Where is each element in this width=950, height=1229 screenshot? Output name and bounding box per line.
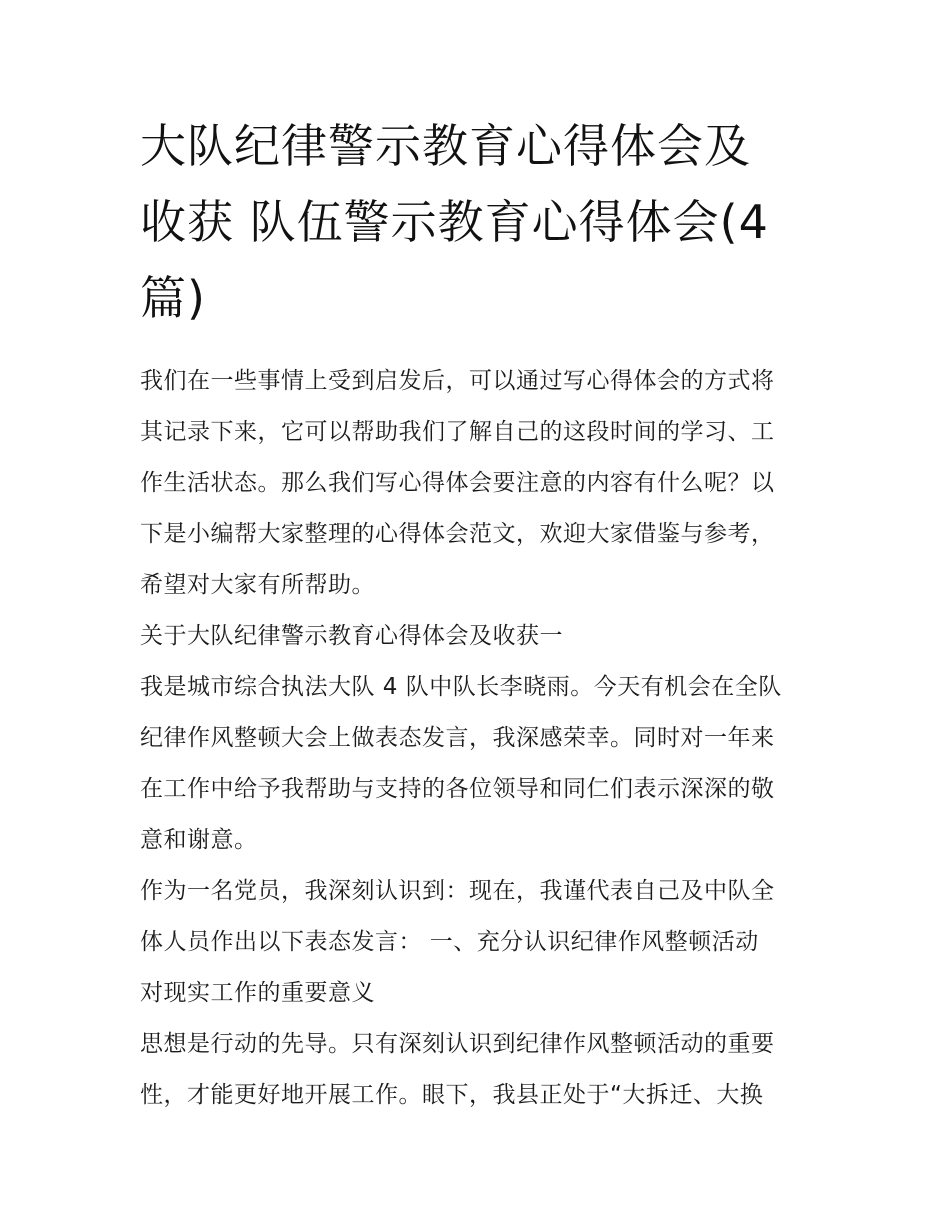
text-line: 希望对大家有所帮助。: [140, 572, 375, 598]
text-line: 我是城市综合执法大队 4 队中队长李晓雨。今天有机会在全队: [140, 674, 782, 700]
text-line: 思想是行动的先导。只有深刻认识到纪律作风整顿活动的重要: [140, 1031, 775, 1057]
title-line: 篇): [140, 271, 206, 325]
text-line: 对现实工作的重要意义: [140, 980, 375, 1006]
title-line: 大队纪律警示教育心得体会及: [140, 119, 751, 173]
document-title: [140, 108, 812, 336]
text-line: 作为一名党员，我深刻认识到：现在，我谨代表自己及中队全: [140, 878, 775, 904]
text-line: 其记录下来，它可以帮助我们了解自己的这段时间的学习、工: [140, 419, 775, 445]
text-line: 纪律作风整顿大会上做表态发言，我深感荣幸。同时对一年来: [140, 725, 775, 751]
thought-paragraph: [140, 1019, 812, 1121]
text-line: 在工作中给予我帮助与支持的各位领导和同仁们表示深深的敬: [140, 776, 775, 802]
document-page: [140, 108, 812, 1121]
title-line: 收获 队伍警示教育心得体会(4: [140, 195, 769, 249]
text-line: 意和谢意。: [140, 827, 258, 853]
text-line: 关于大队纪律警示教育心得体会及收获一: [140, 623, 563, 649]
text-line: 体人员作出以下表态发言： 一、充分认识纪律作风整顿活动: [140, 929, 759, 955]
section-heading: [140, 611, 812, 662]
document-body: [140, 356, 812, 1121]
intro-paragraph: [140, 356, 812, 611]
text-line: 我们在一些事情上受到启发后，可以通过写心得体会的方式将: [140, 368, 775, 394]
pledge-paragraph: [140, 866, 812, 1019]
text-line: 下是小编帮大家整理的心得体会范文，欢迎大家借鉴与参考，: [140, 521, 775, 547]
speech-paragraph: [140, 662, 812, 866]
text-line: 作生活状态。那么我们写心得体会要注意的内容有什么呢？以: [140, 470, 775, 496]
text-line: 性，才能更好地开展工作。眼下，我县正处于“大拆迁、大换: [140, 1082, 764, 1108]
